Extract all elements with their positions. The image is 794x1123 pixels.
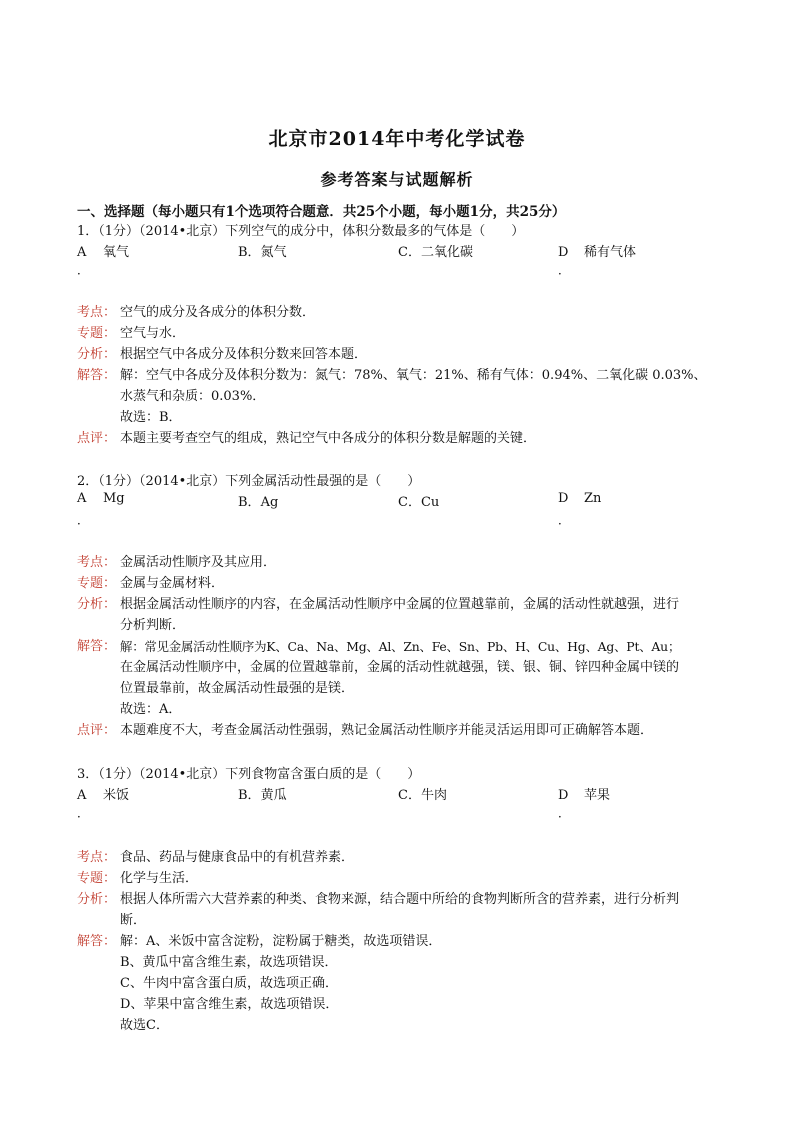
dianping-text: 本题难度不大，考查金属活动性强弱，熟记金属活动性顺序并能灵活运用即可正确解答本题． [120, 723, 654, 738]
dianping-text: 本题主要考查空气的组成，熟记空气中各成分的体积分数是解题的关键． [120, 431, 537, 446]
jieda-text [120, 636, 725, 720]
option-c [398, 491, 439, 510]
option-text: Ag [260, 495, 279, 510]
option-dot: ． [558, 263, 571, 277]
option-dot: ． [77, 263, 90, 277]
section-heading: 一、选择题（每小题只有1个选项符合题意．共25个小题，每小题1分，共25分） [77, 204, 566, 220]
option-dot: ． [77, 513, 90, 527]
option-letter: A [77, 245, 87, 260]
option-text: 二氧化碳 [420, 245, 473, 260]
option-letter: B． [238, 495, 261, 510]
option-dot: ． [558, 806, 571, 820]
kaodian-label: 考点： [77, 555, 117, 570]
option-text: Mg [103, 491, 125, 506]
question-stem: 3．（1分）（2014•北京）下列食物富含蛋白质的是（ ） [77, 767, 421, 782]
option-text: Cu [420, 495, 440, 510]
option-text: 稀有气体 [584, 245, 637, 260]
option-b [238, 784, 287, 803]
fenxi-label: 分析： [77, 347, 117, 362]
fenxi-label: 分析： [77, 892, 117, 907]
kaodian-text: 食品、药品与健康食品中的有机营养素． [120, 850, 355, 865]
zhuanti-text: 化学与生活． [120, 871, 199, 886]
option-letter: C． [398, 495, 421, 510]
option-b [238, 491, 278, 510]
option-text: 氮气 [260, 245, 287, 260]
option-b [238, 241, 287, 260]
option-letter: A [77, 788, 87, 803]
dianping-label: 点评： [77, 431, 117, 446]
option-c [398, 784, 447, 803]
option-c [398, 241, 473, 260]
page-subtitle: 参考答案与试题解析 [320, 170, 474, 189]
option-a [77, 491, 125, 527]
jieda-label: 解答： [77, 368, 117, 383]
kaodian-label: 考点： [77, 850, 117, 865]
option-dot: ． [77, 806, 90, 820]
zhuanti-label: 专题： [77, 326, 117, 341]
jieda-label: 解答： [77, 639, 117, 654]
option-text: 牛肉 [420, 788, 447, 803]
jieda-line: 故选：A． [120, 702, 182, 717]
fenxi-text [120, 594, 725, 636]
page-title: 北京市2014年中考化学试卷 [268, 128, 526, 150]
jieda-line: 故选C． [120, 1018, 169, 1033]
option-letter: C． [398, 788, 421, 803]
option-letter: C． [398, 245, 421, 260]
option-letter: D [558, 491, 569, 506]
fenxi-label: 分析： [77, 597, 117, 612]
question-stem: 2．（1分）（2014•北京）下列金属活动性最强的是（ ） [77, 474, 421, 489]
option-letter: B． [238, 245, 261, 260]
option-text: 米饭 [103, 788, 130, 803]
option-a [77, 784, 130, 820]
jieda-line: C、牛肉中富含蛋白质，故选项正确． [120, 976, 338, 991]
jieda-line: 解：A、米饭中富含淀粉，淀粉属于糖类，故选项错误． [120, 934, 442, 949]
jieda-line: D、苹果中富含维生素，故选项错误． [120, 997, 339, 1012]
jieda-line: B、黄瓜中富含维生素，故选项错误． [120, 955, 338, 970]
fenxi-text [120, 889, 725, 931]
fenxi-text [120, 344, 725, 365]
option-d [558, 784, 611, 820]
zhuanti-text: 空气与水． [120, 326, 186, 341]
jieda-line: 在金属活动性顺序中，金属的位置越靠前，金属的活动性就越强，镁、银、铜、锌四种金属中镁的 [120, 660, 680, 675]
option-text: 苹果 [584, 788, 611, 803]
jieda-line: 解：常见金属活动性顺序为K、Ca、Na、Mg、Al、Zn、Fe、Sn、Pb、H、Cu、Hg、Ag、Pt、Au； [120, 639, 681, 654]
jieda-line: 解：空气中各成分及体积分数为：氮气：78%、氧气：21%、稀有气体：0.94%、二氧化碳 0.03%、 [120, 368, 707, 383]
option-text: Zn [584, 491, 602, 506]
option-text: 黄瓜 [260, 788, 287, 803]
option-dot: ． [558, 513, 571, 527]
option-a [77, 241, 130, 277]
fenxi-line: 根据人体所需六大营养素的种类、食物来源，结合题中所给的食物判断所含的营养素，进行分析判 [120, 892, 680, 907]
zhuanti-text: 金属与金属材料． [120, 576, 225, 591]
kaodian-label: 考点： [77, 305, 117, 320]
option-d [558, 491, 602, 527]
fenxi-line: 断． [120, 913, 147, 928]
option-letter: B． [238, 788, 261, 803]
option-letter: D [558, 245, 569, 260]
fenxi-line: 分析判断． [120, 618, 186, 633]
option-text: 氧气 [103, 245, 130, 260]
zhuanti-label: 专题： [77, 576, 117, 591]
option-letter: A [77, 491, 87, 506]
kaodian-text: 空气的成分及各成分的体积分数． [120, 305, 316, 320]
dianping-label: 点评： [77, 723, 117, 738]
jieda-line: 位置最靠前，故金属活动性最强的是镁． [120, 681, 355, 696]
jieda-text [120, 365, 725, 428]
fenxi-line: 根据金属活动性顺序的内容，在金属活动性顺序中金属的位置越靠前，金属的活动性就越强，进行 [120, 597, 680, 612]
jieda-label: 解答： [77, 934, 117, 949]
kaodian-text: 金属活动性顺序及其应用． [120, 555, 277, 570]
jieda-line: 故选：B． [120, 410, 182, 425]
fenxi-line: 根据空气中各成分及体积分数来回答本题． [120, 347, 368, 362]
zhuanti-label: 专题： [77, 871, 117, 886]
jieda-line: 水蒸气和杂质：0.03%． [120, 389, 266, 404]
option-d [558, 241, 637, 277]
question-stem: 1．（1分）（2014•北京）下列空气的成分中，体积分数最多的气体是（ ） [77, 224, 525, 239]
jieda-text [120, 931, 725, 1036]
option-letter: D [558, 788, 569, 803]
